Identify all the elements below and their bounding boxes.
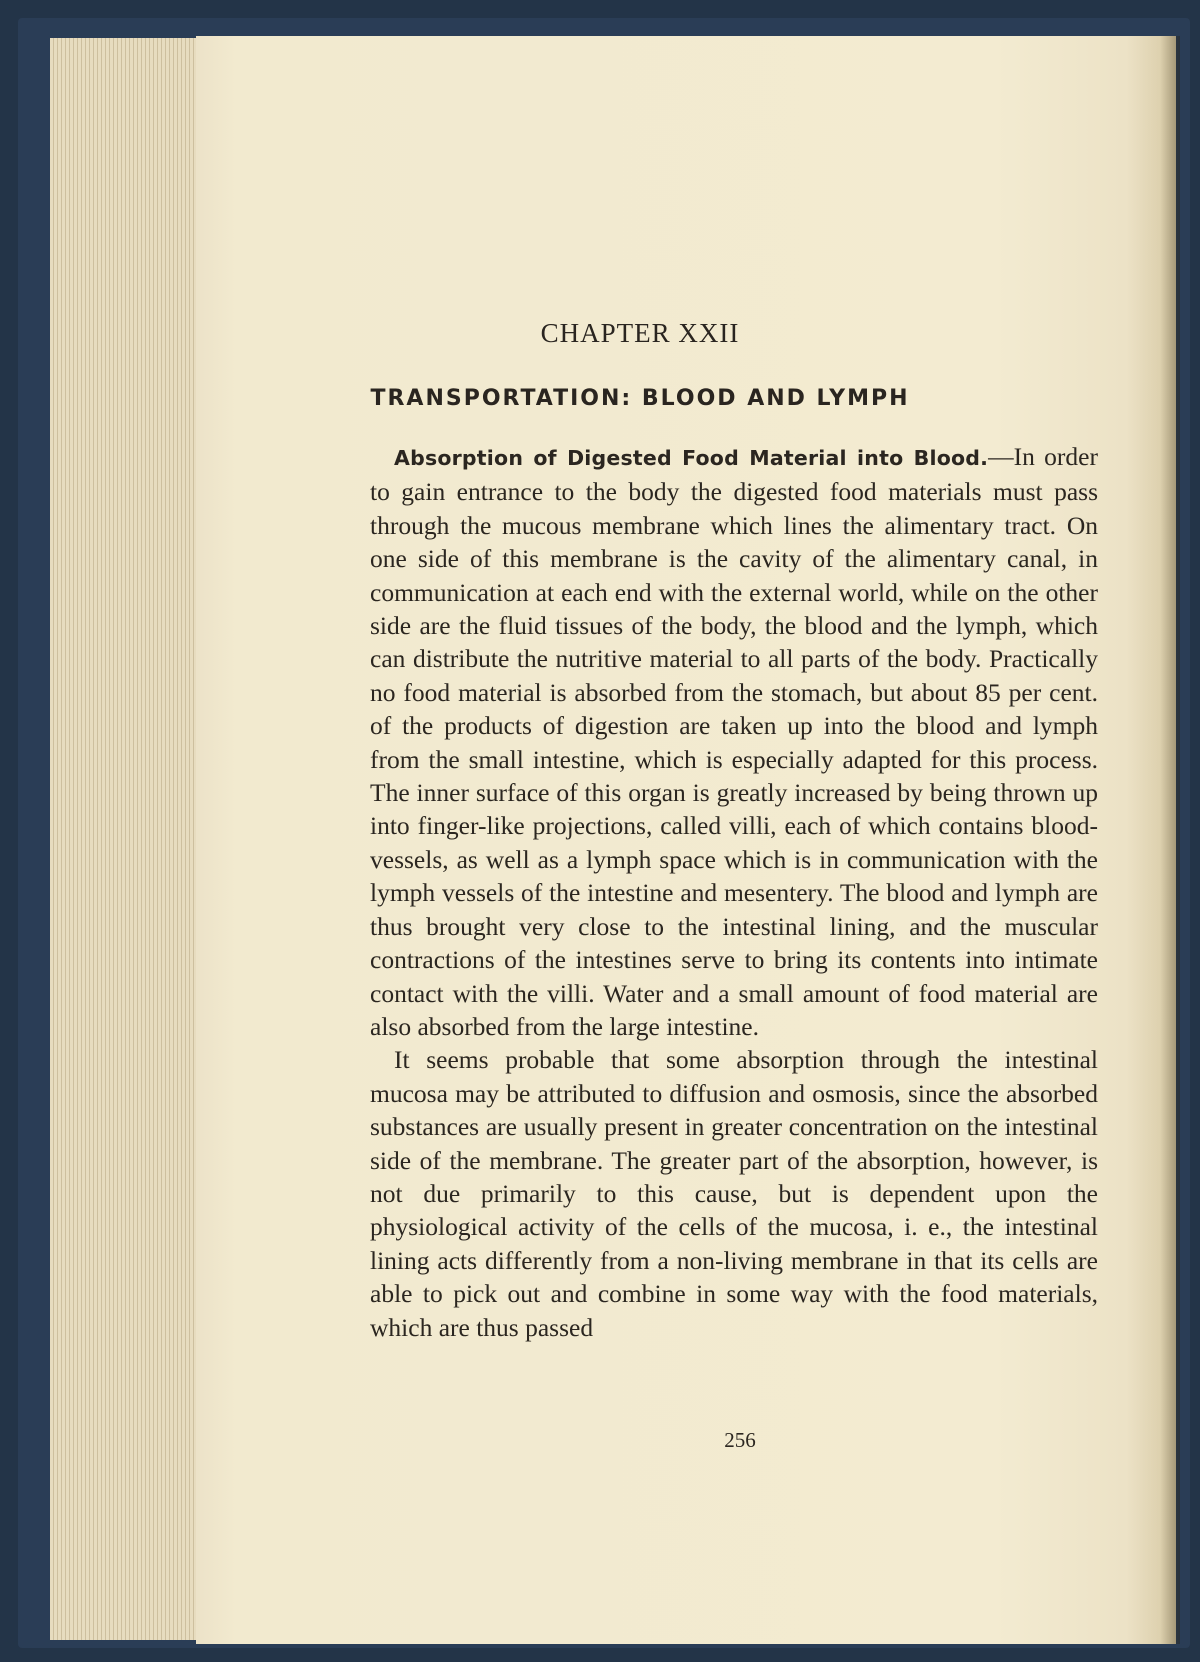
section-run-in-heading: Absorption of Digested Food Material into Blood. xyxy=(394,446,989,470)
page-number: 256 xyxy=(724,1428,756,1452)
paragraph-2 xyxy=(370,1043,1098,1344)
paragraph-1 xyxy=(370,440,1098,1043)
chapter-title: TRANSPORTATION: BLOOD AND LYMPH xyxy=(370,386,910,411)
chapter-heading: CHAPTER XXII xyxy=(540,318,740,348)
paragraph-1-text: —In order to gain entrance to the body the digested food materials must pass through the mucous membrane which lines the alimentary tract. On one side of this membrane is the cavity of the alimentary canal, in communication at each end with the external world, while on the other side are the fluid tissues of the body, the blood and the lymph, which can distribute the nutritive material to all parts of the body. Practically no food material is absorbed from the stomach, but about 85 per cent. of the products of digestion are taken up into the blood and lymph from the small intestine, which is especially adapted for this process. The inner surface of this organ is greatly increased by being thrown up into finger-like projections, called villi, each of which contains blood-vessels, as well as a lymph space which is in communication with the lymph vessels of the intestine and mesentery. The blood and lymph are thus brought very close to the intestinal lining, and the muscular contractions of the intestines serve to bring its contents into intimate contact with the villi. Water and a small amount of food material are also absorbed from the large intestine. xyxy=(370,442,1098,1041)
paragraph-2-text: It seems probable that some absorption through the intestinal mucosa may be attributed to diffusion and osmosis, since the absorbed substances are usually present in greater concentration on the intestinal side of the membrane. The greater part of the absorption, however, is not due primarily to this cause, but is dependent upon the physiological activity of the cells of the mucosa, i. e., the intestinal lining acts differently from a non-living membrane in that its cells are able to pick out and combine in some way with the food materials, which are thus passed xyxy=(370,1045,1098,1342)
page-edges xyxy=(50,38,202,1640)
body-text xyxy=(370,440,1098,1344)
gutter-shadow xyxy=(1160,36,1180,1644)
